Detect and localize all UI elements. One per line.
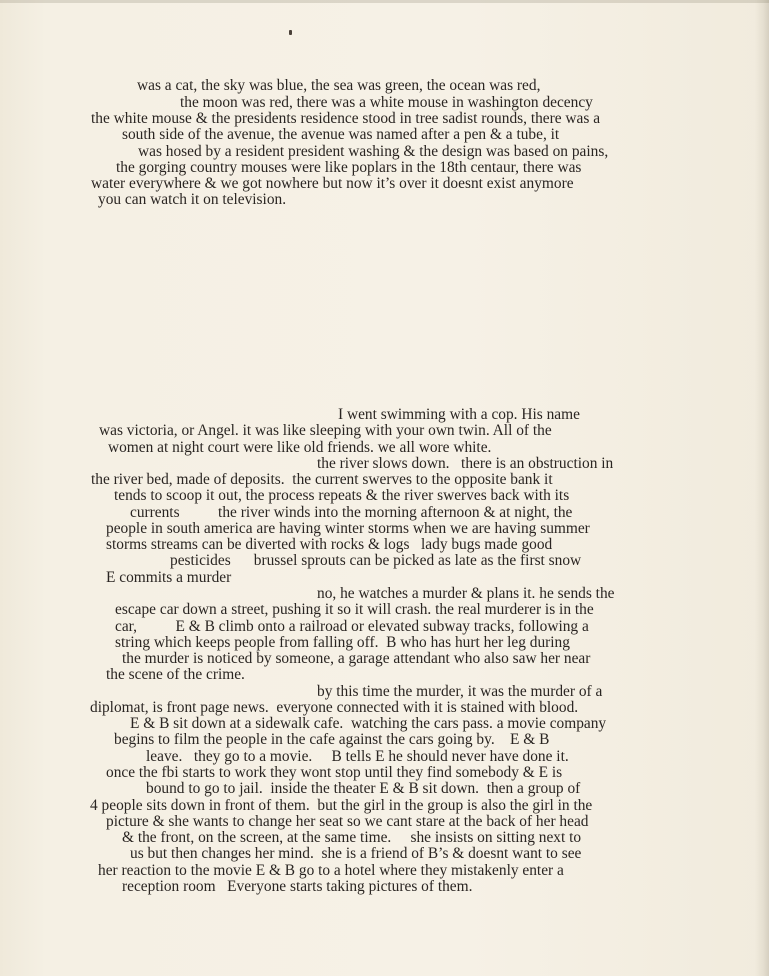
poem-line: was victoria, or Angel. it was like sleeping with your own twin. All of the: [99, 422, 552, 439]
poem-line: you can watch it on television.: [98, 191, 287, 208]
poem-line: once the fbi starts to work they wont stop until they find somebody & E is: [106, 764, 563, 781]
page-top-edge: [0, 0, 769, 3]
poem-line: tends to scoop it out, the process repeats & the river swerves back with its: [114, 487, 570, 504]
ink-speck: [289, 30, 292, 35]
poem-line: begins to film the people in the cafe against the cars going by. E & B: [114, 731, 550, 748]
poem-line: her reaction to the movie E & B go to a hotel where they mistakenly enter a: [98, 862, 564, 879]
poem-line: currents the river winds into the morning afternoon & at night, the: [130, 504, 573, 521]
poem-line: by this time the murder, it was the murder of a: [317, 683, 603, 700]
poem-line: water everywhere & we got nowhere but now it’s over it doesnt exist anymore: [91, 175, 574, 192]
poem-line: E & B sit down at a sidewalk cafe. watching the cars pass. a movie company: [130, 715, 607, 732]
poem-line: south side of the avenue, the avenue was named after a pen & a tube, it: [122, 126, 560, 143]
poem-line: was a cat, the sky was blue, the sea was green, the ocean was red,: [137, 77, 541, 94]
page-right-edge-shadow: [755, 0, 769, 976]
poem-line: & the front, on the screen, at the same time. she insists on sitting next to: [122, 829, 582, 846]
poem-line: reception room Everyone starts taking pictures of them.: [122, 878, 473, 895]
poem-line: the gorging country mouses were like poplars in the 18th centaur, there was: [116, 159, 582, 176]
poem-line: the moon was red, there was a white mouse in washington decency: [180, 94, 593, 111]
poem-line: storms streams can be diverted with rocks & logs lady bugs made good: [106, 536, 553, 553]
poem-line: no, he watches a murder & plans it. he sends the: [317, 585, 615, 602]
poem-line: the murder is noticed by someone, a garage attendant who also saw her near: [122, 650, 591, 667]
poem-line: bound to go to jail. inside the theater E & B sit down. then a group of: [146, 780, 581, 797]
poem-line: was hosed by a resident president washing & the design was based on pains,: [138, 143, 609, 160]
poem-line: us but then changes her mind. she is a friend of B’s & doesnt want to see: [130, 845, 582, 862]
poem-line: the scene of the crime.: [106, 666, 245, 683]
poem-line: car, E & B climb onto a railroad or elevated subway tracks, following a: [115, 618, 589, 635]
poem-line: people in south america are having winter storms when we are having summer: [106, 520, 590, 537]
poem-line: the river bed, made of deposits. the current swerves to the opposite bank it: [91, 471, 553, 488]
poem-line: the river slows down. there is an obstruction in: [317, 455, 614, 472]
poem-line: E commits a murder: [106, 569, 232, 586]
poem-line: I went swimming with a cop. His name: [338, 406, 580, 423]
poem-line: leave. they go to a movie. B tells E he should never have done it.: [146, 748, 569, 765]
poem-line: escape car down a street, pushing it so it will crash. the real murderer is in the: [115, 601, 594, 618]
poem-line: 4 people sits down in front of them. but the girl in the group is also the girl in the: [90, 797, 593, 814]
poem-line: women at night court were like old friends. we all wore white.: [108, 439, 492, 456]
poem-line: diplomat, is front page news. everyone connected with it is stained with blood.: [90, 699, 579, 716]
poem-line: pesticides brussel sprouts can be picked as late as the first snow: [170, 552, 582, 569]
poem-line: the white mouse & the presidents residence stood in tree sadist rounds, there was a: [91, 110, 601, 127]
poem-line: string which keeps people from falling off. B who has hurt her leg during: [115, 634, 570, 651]
poem-line: picture & she wants to change her seat so we cant stare at the back of her head: [106, 813, 589, 830]
